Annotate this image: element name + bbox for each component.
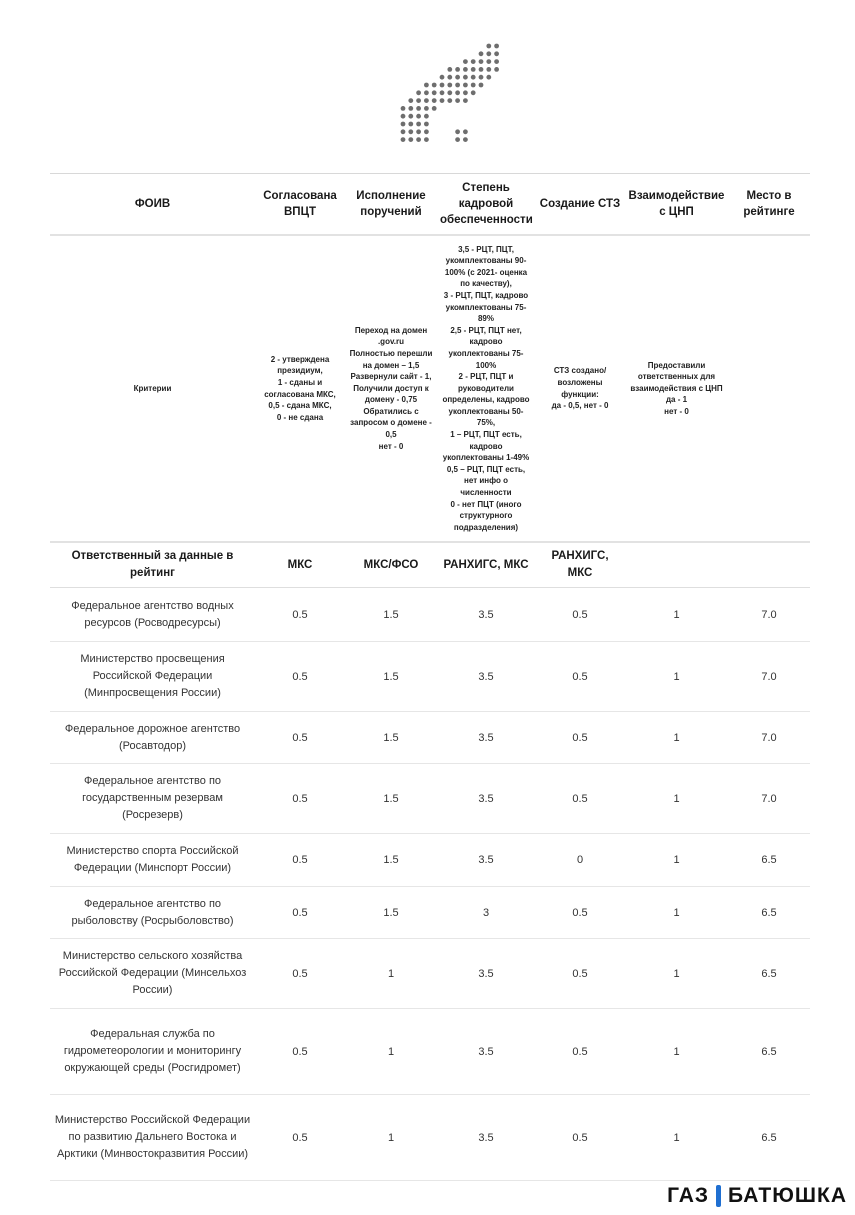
logo-dot bbox=[463, 90, 468, 95]
cell-stz: 0.5 bbox=[535, 1009, 625, 1095]
cell-vptc: 0.5 bbox=[255, 1095, 345, 1181]
logo-dot bbox=[463, 67, 468, 72]
cell-stz: 0.5 bbox=[535, 887, 625, 939]
logo-dot bbox=[455, 67, 460, 72]
logo-dot bbox=[455, 129, 460, 134]
responsible-vptc: МКС bbox=[255, 542, 345, 588]
logo-dot bbox=[408, 122, 413, 127]
cell-vptc: 0.5 bbox=[255, 642, 345, 712]
cell-rank: 6.5 bbox=[728, 887, 810, 939]
logo-dot bbox=[479, 67, 484, 72]
table-row bbox=[50, 939, 810, 1009]
logo-dot bbox=[471, 67, 476, 72]
cell-staffing: 3.5 bbox=[437, 834, 535, 887]
logo-dot bbox=[401, 106, 406, 111]
logo-dot bbox=[486, 75, 491, 80]
logo-dot bbox=[463, 59, 468, 64]
logo-dot bbox=[416, 106, 421, 111]
cell-stz: 0.5 bbox=[535, 939, 625, 1009]
logo-dot bbox=[455, 137, 460, 142]
cell-cnp: 1 bbox=[625, 939, 728, 1009]
cell-cnp: 1 bbox=[625, 764, 728, 834]
logo-dot bbox=[401, 122, 406, 127]
agency-name: Министерство спорта Российской Федерации (Минспорт России) bbox=[50, 834, 255, 887]
cell-stz: 0.5 bbox=[535, 764, 625, 834]
logo-dot bbox=[447, 98, 452, 103]
brand-right-text: БАТЮШКА bbox=[728, 1184, 847, 1207]
logo-dot bbox=[416, 90, 421, 95]
cell-staffing: 3 bbox=[437, 887, 535, 939]
logo-dot bbox=[408, 98, 413, 103]
cell-cnp: 1 bbox=[625, 642, 728, 712]
cell-staffing: 3.5 bbox=[437, 1095, 535, 1181]
cell-orders: 1.5 bbox=[345, 712, 437, 764]
cell-orders: 1.5 bbox=[345, 642, 437, 712]
cell-stz: 0.5 bbox=[535, 1095, 625, 1181]
table-row bbox=[50, 1095, 810, 1181]
logo-dot bbox=[440, 75, 445, 80]
cell-cnp: 1 bbox=[625, 834, 728, 887]
logo-dot bbox=[455, 83, 460, 88]
logo-dot bbox=[424, 83, 429, 88]
logo-dot bbox=[408, 106, 413, 111]
logo-dot bbox=[424, 98, 429, 103]
logo-dot bbox=[416, 137, 421, 142]
logo-dot bbox=[494, 67, 499, 72]
logo-dot bbox=[447, 90, 452, 95]
logo-dot bbox=[486, 67, 491, 72]
logo-dot bbox=[471, 59, 476, 64]
responsible-stz: РАНХИГС, МКС bbox=[535, 542, 625, 588]
cell-staffing: 3.5 bbox=[437, 588, 535, 642]
logo-dot bbox=[401, 137, 406, 142]
agency-name: Министерство сельского хозяйства Российской Федерации (Минсельхоз России) bbox=[50, 939, 255, 1009]
cell-orders: 1.5 bbox=[345, 588, 437, 642]
responsible-label: Ответственный за данные в рейтинг bbox=[50, 542, 255, 588]
rating-table bbox=[50, 173, 810, 1181]
criteria-stz: СТЗ создано/ возложены функции: да - 0,5, нет - 0 bbox=[535, 235, 625, 542]
logo-dot bbox=[424, 122, 429, 127]
table-row bbox=[50, 1009, 810, 1095]
cell-stz: 0.5 bbox=[535, 642, 625, 712]
logo-dot bbox=[416, 129, 421, 134]
logo-dot bbox=[401, 114, 406, 119]
logo-dot bbox=[416, 122, 421, 127]
header-orders: Исполнение поручений bbox=[345, 174, 437, 236]
logo-dot bbox=[440, 90, 445, 95]
table-row bbox=[50, 887, 810, 939]
cell-staffing: 3.5 bbox=[437, 642, 535, 712]
logo-dot bbox=[416, 114, 421, 119]
logo-dot bbox=[432, 83, 437, 88]
logo-dot bbox=[463, 98, 468, 103]
logo-dot bbox=[479, 75, 484, 80]
cell-orders: 1.5 bbox=[345, 887, 437, 939]
logo-dot bbox=[455, 98, 460, 103]
table-row bbox=[50, 764, 810, 834]
table-header bbox=[50, 174, 810, 236]
cell-stz: 0 bbox=[535, 834, 625, 887]
dotted-logo-icon bbox=[395, 38, 505, 148]
criteria-rank bbox=[728, 235, 810, 542]
cell-stz: 0.5 bbox=[535, 712, 625, 764]
cell-staffing: 3.5 bbox=[437, 939, 535, 1009]
logo-dot bbox=[463, 129, 468, 134]
logo-dot bbox=[408, 129, 413, 134]
agency-name: Федеральное агентство по государственным резервам (Росрезерв) bbox=[50, 764, 255, 834]
criteria-vptc: 2 - утверждена президиум, 1 - сданы и согласована МКС, 0,5 - сдана МКС, 0 - не сдана bbox=[255, 235, 345, 542]
cell-vptc: 0.5 bbox=[255, 834, 345, 887]
logo-dot bbox=[424, 114, 429, 119]
cell-vptc: 0.5 bbox=[255, 887, 345, 939]
cell-cnp: 1 bbox=[625, 1095, 728, 1181]
table-row bbox=[50, 642, 810, 712]
cell-rank: 6.5 bbox=[728, 1009, 810, 1095]
logo-dot bbox=[455, 75, 460, 80]
logo-dot bbox=[494, 44, 499, 49]
logo-dot bbox=[494, 51, 499, 56]
logo-dot bbox=[432, 90, 437, 95]
logo-dot bbox=[401, 129, 406, 134]
cell-rank: 7.0 bbox=[728, 642, 810, 712]
responsible-cnp bbox=[625, 542, 728, 588]
cell-vptc: 0.5 bbox=[255, 764, 345, 834]
cell-rank: 6.5 bbox=[728, 1095, 810, 1181]
cell-cnp: 1 bbox=[625, 588, 728, 642]
table-row bbox=[50, 834, 810, 887]
logo-dot bbox=[471, 90, 476, 95]
responsible-staffing: РАНХИГС, МКС bbox=[437, 542, 535, 588]
header-vptc: Согласована ВПЦТ bbox=[255, 174, 345, 236]
cell-rank: 7.0 bbox=[728, 764, 810, 834]
logo-dot bbox=[424, 137, 429, 142]
logo-dot bbox=[455, 90, 460, 95]
logo-dot bbox=[447, 75, 452, 80]
responsible-rank bbox=[728, 542, 810, 588]
cell-staffing: 3.5 bbox=[437, 764, 535, 834]
criteria-label: Критерии bbox=[50, 235, 255, 542]
cell-orders: 1 bbox=[345, 1095, 437, 1181]
logo-dot bbox=[424, 129, 429, 134]
logo-dot bbox=[416, 98, 421, 103]
cell-orders: 1 bbox=[345, 1009, 437, 1095]
logo-dot bbox=[408, 114, 413, 119]
header-rank: Место в рейтинге bbox=[728, 174, 810, 236]
logo-dot bbox=[440, 98, 445, 103]
logo-dot bbox=[479, 83, 484, 88]
header-foiv: ФОИВ bbox=[50, 174, 255, 236]
criteria-cnp: Предоставили ответственных для взаимодействия с ЦНП да - 1 нет - 0 bbox=[625, 235, 728, 542]
logo-dot bbox=[479, 59, 484, 64]
cell-stz: 0.5 bbox=[535, 588, 625, 642]
agency-name: Федеральное дорожное агентство (Росавтодор) bbox=[50, 712, 255, 764]
logo-dot bbox=[494, 59, 499, 64]
cell-vptc: 0.5 bbox=[255, 712, 345, 764]
table-row bbox=[50, 588, 810, 642]
brand-left-text: ГАЗ bbox=[667, 1184, 710, 1207]
cell-vptc: 0.5 bbox=[255, 1009, 345, 1095]
agency-name: Федеральное агентство водных ресурсов (Росводресурсы) bbox=[50, 588, 255, 642]
cell-rank: 7.0 bbox=[728, 588, 810, 642]
agency-name: Федеральная служба по гидрометеорологии и мониторингу окружающей среды (Росгидромет) bbox=[50, 1009, 255, 1095]
cell-rank: 6.5 bbox=[728, 939, 810, 1009]
logo-dot bbox=[463, 83, 468, 88]
brand-watermark bbox=[667, 1184, 847, 1208]
responsible-row bbox=[50, 542, 810, 588]
agency-name: Министерство Российской Федерации по развитию Дальнего Востока и Арктики (Минвостокразвития России) bbox=[50, 1095, 255, 1181]
cell-cnp: 1 bbox=[625, 887, 728, 939]
header-cnp: Взаимодействие с ЦНП bbox=[625, 174, 728, 236]
logo-dot bbox=[432, 106, 437, 111]
cell-staffing: 3.5 bbox=[437, 712, 535, 764]
cell-staffing: 3.5 bbox=[437, 1009, 535, 1095]
header-staffing: Степень кадровой обеспеченности bbox=[437, 174, 535, 236]
criteria-orders: Переход на домен .gov.ru Полностью перешли на домен – 1,5 Развернули сайт - 1, Получили доступ к домену - 0,75 Обратились с запросом о домене - 0,5 нет - 0 bbox=[345, 235, 437, 542]
brand-divider-bar bbox=[716, 1185, 721, 1207]
responsible-orders: МКС/ФСО bbox=[345, 542, 437, 588]
logo-dot bbox=[486, 59, 491, 64]
cell-orders: 1.5 bbox=[345, 834, 437, 887]
logo-dot bbox=[471, 83, 476, 88]
logo-dot bbox=[463, 75, 468, 80]
cell-cnp: 1 bbox=[625, 1009, 728, 1095]
logo-dot bbox=[479, 51, 484, 56]
cell-orders: 1 bbox=[345, 939, 437, 1009]
criteria-staffing: 3,5 - РЦТ, ПЦТ, укомплектованы 90-100% (с 2021- оценка по качеству), 3 - РЦТ, ПЦТ, кадрово укомплектованы 75-89% 2,5 - РЦТ, ПЦТ нет, кадрово укоплектованы 75-100% 2 - РЦТ, ПЦТ и руководители определены, кадрово укоплектованы 50-75%, 1 – РЦТ, ПЦТ есть, кадрово укоплектованы 1-49% 0,5 – РЦТ, ПЦТ есть, нет инфо о численности 0 - нет ПЦТ (иного структурного подразделения) bbox=[437, 235, 535, 542]
agency-name: Федеральное агентство по рыболовству (Росрыболовство) bbox=[50, 887, 255, 939]
logo-dot bbox=[424, 90, 429, 95]
logo-dot bbox=[486, 44, 491, 49]
cell-cnp: 1 bbox=[625, 712, 728, 764]
logo-dot bbox=[486, 51, 491, 56]
cell-rank: 6.5 bbox=[728, 834, 810, 887]
cell-vptc: 0.5 bbox=[255, 588, 345, 642]
header-stz: Создание СТЗ bbox=[535, 174, 625, 236]
logo-dot bbox=[408, 137, 413, 142]
logo-dot bbox=[447, 67, 452, 72]
cell-rank: 7.0 bbox=[728, 712, 810, 764]
cell-orders: 1.5 bbox=[345, 764, 437, 834]
cell-vptc: 0.5 bbox=[255, 939, 345, 1009]
logo-dot bbox=[424, 106, 429, 111]
table-row bbox=[50, 712, 810, 764]
logo-dot bbox=[440, 83, 445, 88]
logo-dot bbox=[463, 137, 468, 142]
agency-name: Министерство просвещения Российской Федерации (Минпросвещения России) bbox=[50, 642, 255, 712]
criteria-row bbox=[50, 235, 810, 542]
logo-dot bbox=[471, 75, 476, 80]
logo-dot bbox=[447, 83, 452, 88]
logo-dot bbox=[432, 98, 437, 103]
